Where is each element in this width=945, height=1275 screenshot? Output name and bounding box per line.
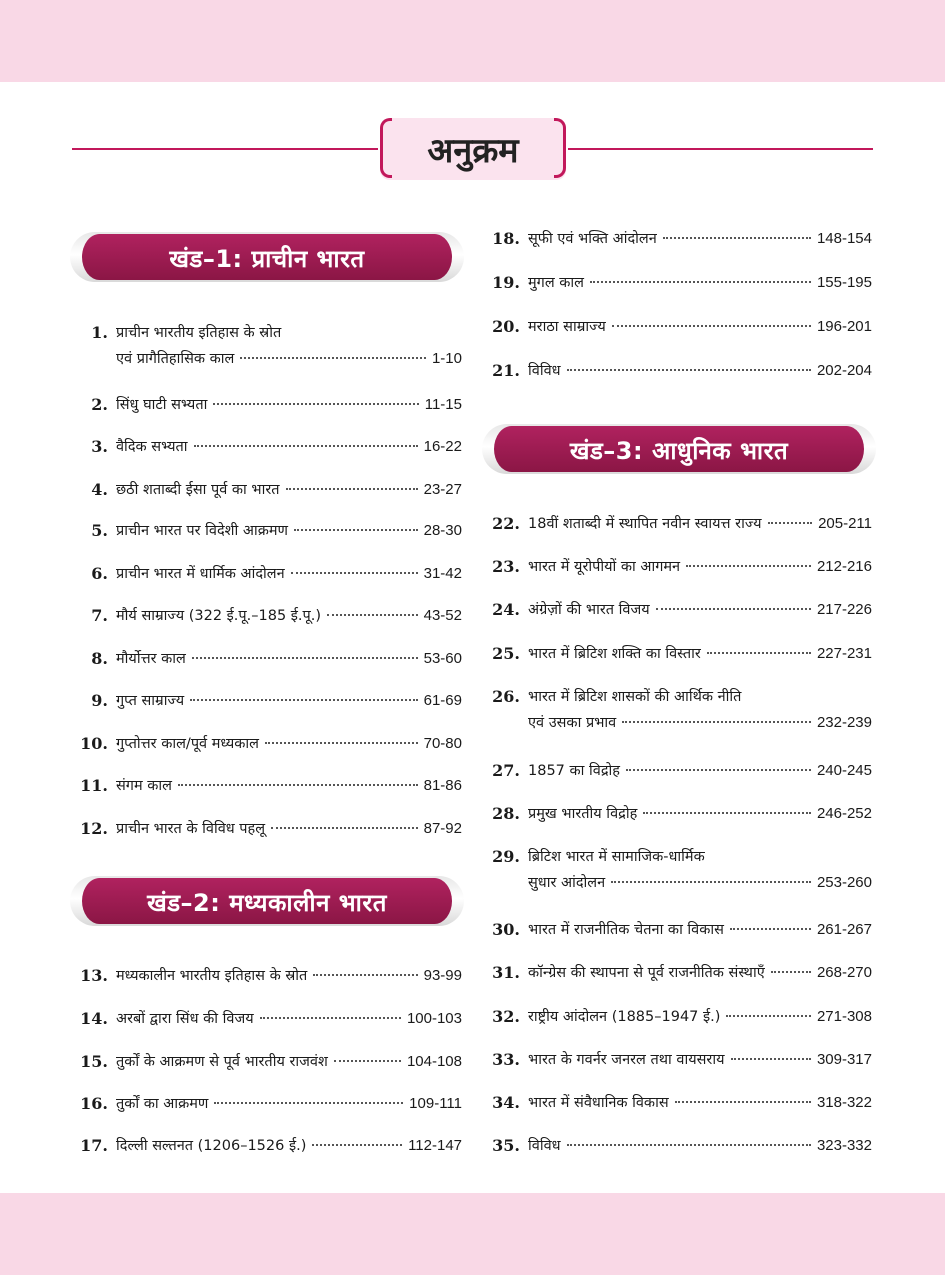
toc-entry[interactable]: 9. गुप्त साम्राज्य 61-69 xyxy=(91,691,462,710)
toc-entry[interactable]: 28. प्रमुख भारतीय विद्रोह 246-252 xyxy=(492,804,872,823)
toc-entry[interactable]: 31. कॉन्ग्रेस की स्थापना से पूर्व राजनीतिक संस्थाएँ 268-270 xyxy=(492,963,872,982)
page-title: अनुक्रम xyxy=(427,131,519,171)
bottom-pink-band xyxy=(0,1193,945,1275)
top-pink-band xyxy=(0,0,945,82)
toc-entry[interactable]: 30. भारत में राजनीतिक चेतना का विकास 261-267 xyxy=(492,920,872,939)
section-title-3: खंड–3: आधुनिक भारत xyxy=(569,437,789,465)
section-banner-1 xyxy=(70,232,464,282)
toc-entry[interactable]: 33. भारत के गवर्नर जनरल तथा वायसराय 309-317 xyxy=(492,1050,872,1069)
section-title-2: खंड–2: मध्यकालीन भारत xyxy=(147,889,387,917)
toc-entry[interactable]: 13. मध्यकालीन भारतीय इतिहास के स्रोत 93-99 xyxy=(80,966,462,985)
title-rule-right xyxy=(568,148,873,150)
toc-entry[interactable]: 34. भारत में संवैधानिक विकास 318-322 xyxy=(492,1093,872,1112)
page-title-box xyxy=(380,118,566,180)
toc-entry[interactable]: 35. विविध 323-332 xyxy=(492,1136,872,1155)
toc-entry[interactable]: 26. भारत में ब्रिटिश शासकों की आर्थिक नीति एवं उसका प्रभाव 232-239 xyxy=(492,687,872,731)
toc-entry[interactable]: 16. तुर्कों का आक्रमण 109-111 xyxy=(80,1094,462,1113)
toc-entry[interactable]: 17. दिल्ली सल्तनत (1206–1526 ई.) 112-147 xyxy=(80,1136,462,1155)
toc-entry[interactable]: 2. सिंधु घाटी सभ्यता 11-15 xyxy=(91,395,462,414)
section-banner-2 xyxy=(70,876,464,926)
toc-entry[interactable]: 8. मौर्योत्तर काल 53-60 xyxy=(91,649,462,668)
title-rule-left xyxy=(72,148,378,150)
toc-entry[interactable]: 4. छठी शताब्दी ईसा पूर्व का भारत 23-27 xyxy=(91,480,462,499)
toc-entry[interactable]: 11. संगम काल 81-86 xyxy=(80,776,462,795)
toc-entry[interactable]: 3. वैदिक सभ्यता 16-22 xyxy=(91,437,462,456)
toc-entry[interactable]: 5. प्राचीन भारत पर विदेशी आक्रमण 28-30 xyxy=(91,521,462,540)
toc-entry[interactable]: 15. तुर्कों के आक्रमण से पूर्व भारतीय राजवंश 104-108 xyxy=(80,1052,462,1071)
toc-entry[interactable]: 14. अरबों द्वारा सिंध की विजय 100-103 xyxy=(80,1009,462,1028)
toc-entry[interactable]: 7. मौर्य साम्राज्य (322 ई.पू.–185 ई.पू.) 43-52 xyxy=(91,606,462,625)
toc-entry[interactable]: 18. सूफी एवं भक्ति आंदोलन 148-154 xyxy=(492,229,872,248)
toc-entry[interactable]: 6. प्राचीन भारत में धार्मिक आंदोलन 31-42 xyxy=(91,564,462,583)
toc-entry[interactable]: 21. विविध 202-204 xyxy=(492,361,872,380)
toc-entry[interactable]: 25. भारत में ब्रिटिश शक्ति का विस्तार 227-231 xyxy=(492,644,872,663)
toc-entry[interactable]: 12. प्राचीन भारत के विविध पहलू 87-92 xyxy=(80,819,462,838)
section-title-1: खंड–1: प्राचीन भारत xyxy=(169,245,365,273)
toc-entry[interactable]: 19. मुगल काल 155-195 xyxy=(492,273,872,292)
toc-entry[interactable]: 1. प्राचीन भारतीय इतिहास के स्रोत एवं प्रागैतिहासिक काल 1-10 xyxy=(91,323,462,367)
toc-entry[interactable]: 27. 1857 का विद्रोह 240-245 xyxy=(492,761,872,780)
toc-entry[interactable]: 32. राष्ट्रीय आंदोलन (1885–1947 ई.) 271-308 xyxy=(492,1007,872,1026)
toc-entry[interactable]: 23. भारत में यूरोपीयों का आगमन 212-216 xyxy=(492,557,872,576)
section-banner-3 xyxy=(482,424,876,474)
toc-entry[interactable]: 24. अंग्रेज़ों की भारत विजय 217-226 xyxy=(492,600,872,619)
toc-entry[interactable]: 20. मराठा साम्राज्य 196-201 xyxy=(492,317,872,336)
toc-entry[interactable]: 22. 18वीं शताब्दी में स्थापित नवीन स्वायत्त राज्य 205-211 xyxy=(492,514,872,533)
toc-entry[interactable]: 29. ब्रिटिश भारत में सामाजिक-धार्मिक सुधार आंदोलन 253-260 xyxy=(492,847,872,891)
toc-entry[interactable]: 10. गुप्तोत्तर काल/पूर्व मध्यकाल 70-80 xyxy=(80,734,462,753)
